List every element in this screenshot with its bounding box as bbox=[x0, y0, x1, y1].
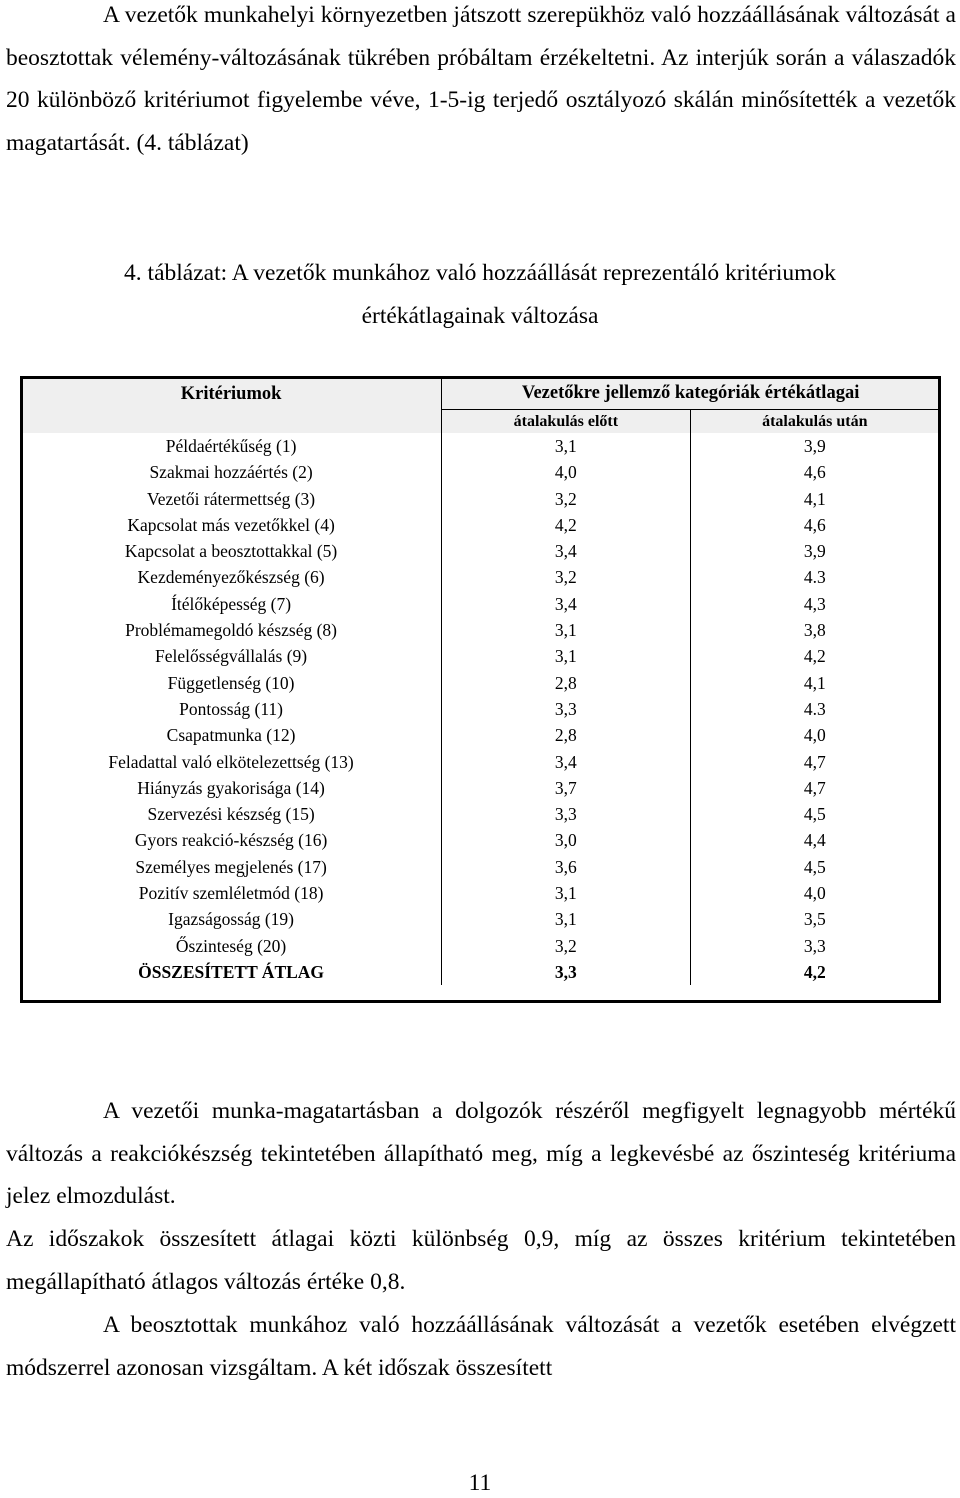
header-before: átalakulás előtt bbox=[442, 410, 690, 434]
after-value-cell: 4,3 bbox=[803, 593, 826, 614]
before-value-cell: 3,4 bbox=[442, 749, 690, 775]
table-body bbox=[21, 433, 939, 985]
before-value-cell: 3,1 bbox=[442, 643, 690, 669]
header-after: átalakulás után bbox=[690, 410, 939, 434]
criterion-cell: Őszinteség (20) bbox=[21, 933, 442, 959]
intro-paragraph: A vezetők munkahelyi környezetben játszott szerepükhöz való hozzáállásának változását a beosztottak vélemény-változásának tükrében próbáltam érzékeltetni. Az interjúk során a válaszadók 20 különböző kritériumot figyelembe véve, 1-5-ig terjedő osztályozó skálán minősítették a vezetők magatartását. (4. táblázat) bbox=[6, 2, 956, 156]
after-value-cell: 3,3 bbox=[803, 935, 826, 956]
before-value-cell: 2,8 bbox=[442, 670, 690, 696]
table-row bbox=[21, 643, 939, 669]
after-value-cell: 4,7 bbox=[803, 751, 826, 772]
table-row bbox=[21, 433, 939, 459]
before-value-cell: 3,2 bbox=[442, 933, 690, 959]
before-value-cell: 3,3 bbox=[442, 696, 690, 722]
criterion-cell: Szakmai hozzáértés (2) bbox=[21, 459, 442, 485]
before-value-cell: 3,1 bbox=[442, 433, 690, 459]
after-value-cell: 4,5 bbox=[803, 856, 826, 877]
criterion-cell: Kapcsolat más vezetőkkel (4) bbox=[21, 512, 442, 538]
criterion-cell: Pozitív szemléletmód (18) bbox=[21, 880, 442, 906]
after-value-cell: 4,4 bbox=[803, 830, 826, 851]
criterion-cell: Gyors reakció-készség (16) bbox=[21, 827, 442, 853]
criterion-cell: Példaértékűség (1) bbox=[21, 433, 442, 459]
criterion-cell: Csapatmunka (12) bbox=[21, 722, 442, 748]
table-row bbox=[21, 670, 939, 696]
header-values: Vezetőkre jellemző kategóriák értékátlagai bbox=[442, 377, 939, 410]
before-value-cell: 2,8 bbox=[442, 722, 690, 748]
criterion-cell: Vezetői rátermettség (3) bbox=[21, 486, 442, 512]
before-value-cell: 3,1 bbox=[442, 617, 690, 643]
after-value-cell: 4,0 bbox=[803, 725, 826, 746]
before-value-cell: 3,1 bbox=[442, 880, 690, 906]
criterion-cell: Feladattal való elkötelezettség (13) bbox=[21, 749, 442, 775]
criterion-cell: Felelősségvállalás (9) bbox=[21, 643, 442, 669]
total-label-cell: ÖSSZESÍTETT ÁTLAG bbox=[21, 959, 442, 985]
after-value-cell: 4,1 bbox=[803, 488, 826, 509]
before-value-cell: 4,0 bbox=[442, 459, 690, 485]
before-value-cell: 3,6 bbox=[442, 854, 690, 880]
total-before-cell: 3,3 bbox=[442, 959, 690, 985]
table-row bbox=[21, 512, 939, 538]
before-value-cell: 3,4 bbox=[442, 591, 690, 617]
criterion-cell: Kapcsolat a beosztottakkal (5) bbox=[21, 538, 442, 564]
before-value-cell: 3,0 bbox=[442, 827, 690, 853]
after-value-cell: 3,8 bbox=[803, 620, 826, 641]
table-row bbox=[21, 564, 939, 590]
after-value-cell: 3,5 bbox=[803, 909, 826, 930]
table-row bbox=[21, 880, 939, 906]
table-row bbox=[21, 933, 939, 959]
table-row bbox=[21, 827, 939, 853]
header-criteria: Kritériumok bbox=[21, 377, 442, 433]
criterion-cell: Kezdeményezőkészség (6) bbox=[21, 564, 442, 590]
after-value-cell: 4,0 bbox=[803, 883, 826, 904]
before-value-cell: 3,4 bbox=[442, 538, 690, 564]
criterion-cell: Pontosság (11) bbox=[21, 696, 442, 722]
total-after-cell: 4,2 bbox=[803, 961, 826, 982]
criterion-cell: Problémamegoldó készség (8) bbox=[21, 617, 442, 643]
total-row bbox=[21, 959, 939, 985]
before-value-cell: 3,7 bbox=[442, 775, 690, 801]
paragraph-4: A beosztottak munkához való hozzáállásának változását a vezetők esetében elvégzett módszerrel azonosan vizsgáltam. A két időszak összesített bbox=[6, 1312, 956, 1381]
criterion-cell: Függetlenség (10) bbox=[21, 670, 442, 696]
before-value-cell: 4,2 bbox=[442, 512, 690, 538]
table-row bbox=[21, 538, 939, 564]
before-value-cell: 3,3 bbox=[442, 801, 690, 827]
paragraph-2: A vezetői munka-magatartásban a dolgozók részéről megfigyelt legnagyobb mértékű változás a reakciókészség tekintetében állapítható meg, míg a legkevésbé az őszinteség kritériuma jelez elmozdulást. bbox=[6, 1098, 956, 1209]
paragraph-3: Az időszakok összesített átlagai közti különbség 0,9, míg az összes kritérium tekintetében megállapítható átlagos változás értéke 0,8. bbox=[6, 1226, 956, 1295]
before-value-cell: 3,1 bbox=[442, 906, 690, 932]
table-row bbox=[21, 722, 939, 748]
after-value-cell: 4,2 bbox=[803, 646, 826, 667]
after-value-cell: 4,7 bbox=[803, 777, 826, 798]
after-value-cell: 4,1 bbox=[803, 672, 826, 693]
after-value-cell: 3,9 bbox=[803, 436, 826, 456]
table-row bbox=[21, 854, 939, 880]
table-row bbox=[21, 617, 939, 643]
criterion-cell: Hiányzás gyakorisága (14) bbox=[21, 775, 442, 801]
table-row bbox=[21, 749, 939, 775]
criteria-table bbox=[21, 377, 939, 985]
table-caption-line-2: értékátlagainak változása bbox=[361, 303, 599, 329]
after-value-cell: 4.3 bbox=[803, 567, 826, 588]
criterion-cell: Szervezési készség (15) bbox=[21, 801, 442, 827]
table-caption-line-1: 4. táblázat: A vezetők munkához való hozzáállását reprezentáló kritériumok bbox=[124, 260, 836, 286]
after-value-cell: 3,9 bbox=[803, 541, 826, 562]
after-value-cell: 4,6 bbox=[803, 514, 826, 535]
table-row bbox=[21, 591, 939, 617]
criterion-cell: Ítélőképesség (7) bbox=[21, 591, 442, 617]
before-value-cell: 3,2 bbox=[442, 486, 690, 512]
table-row bbox=[21, 801, 939, 827]
page-number: 11 bbox=[468, 1470, 492, 1496]
before-value-cell: 3,2 bbox=[442, 564, 690, 590]
table-row bbox=[21, 775, 939, 801]
after-value-cell: 4.3 bbox=[803, 698, 826, 719]
table-row bbox=[21, 486, 939, 512]
table-row bbox=[21, 906, 939, 932]
criterion-cell: Személyes megjelenés (17) bbox=[21, 854, 442, 880]
after-value-cell: 4,6 bbox=[803, 462, 826, 483]
table-caption bbox=[0, 252, 960, 338]
after-value-cell: 4,5 bbox=[803, 804, 826, 825]
criterion-cell: Igazságosság (19) bbox=[21, 906, 442, 932]
table-row bbox=[21, 696, 939, 722]
table-row bbox=[21, 459, 939, 485]
